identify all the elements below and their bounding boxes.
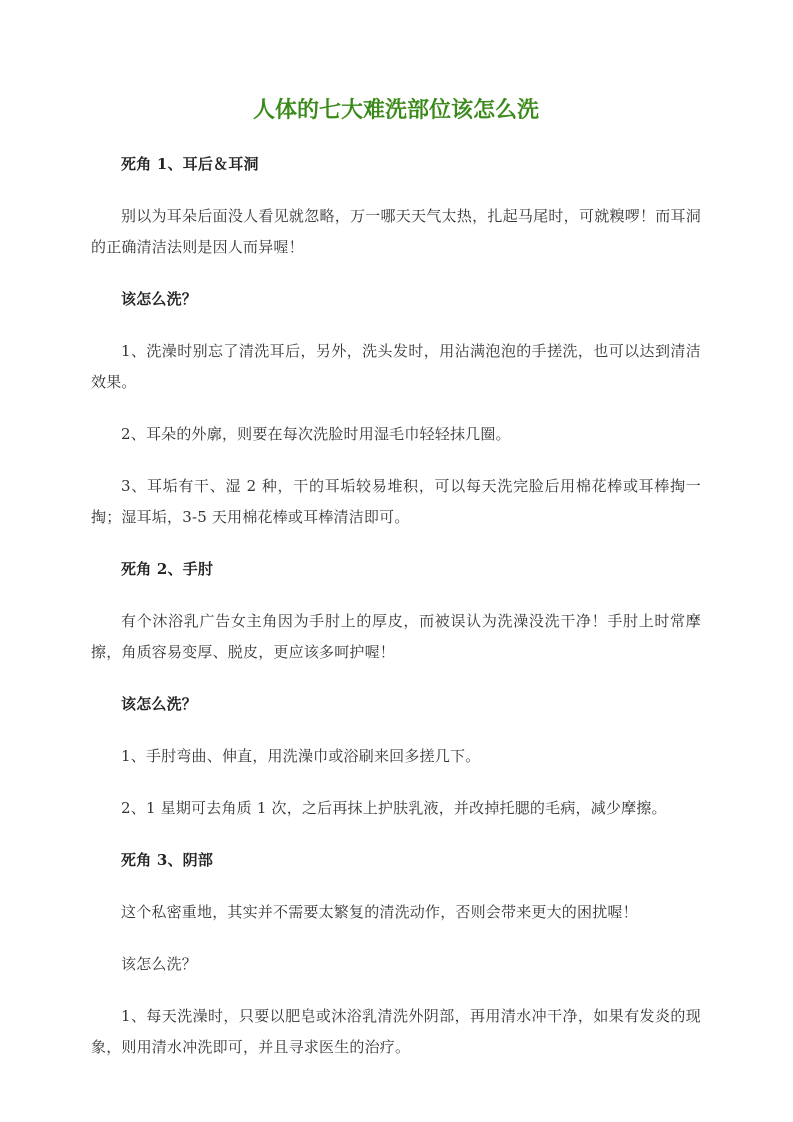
paragraph: 3、耳垢有干、湿 2 种，干的耳垢较易堆积，可以每天洗完脸后用棉花棒或耳棒掏一掏；湿耳垢，3-5 天用棉花棒或耳棒清洁即可。 [91, 477, 701, 526]
paragraph: 别以为耳朵后面没人看见就忽略，万一哪天天气太热，扎起马尾时，可就糗啰！而耳洞的正确清洁法则是因人而异喔！ [91, 207, 701, 256]
paragraph: 1、洗澡时别忘了清洗耳后，另外，洗头发时，用沾满泡泡的手搓洗，也可以达到清洁效果。 [91, 342, 701, 391]
paragraph: 该怎么洗？ [121, 955, 198, 973]
section-heading: 死角 3、阴部 [121, 851, 214, 869]
paragraph: 有个沐浴乳广告女主角因为手肘上的厚皮，而被误认为洗澡没洗干净！手肘上时常摩擦，角质容易变厚、脱皮，更应该多呵护喔！ [91, 612, 701, 661]
section-heading: 死角 2、手肘 [121, 560, 214, 578]
paragraph: 2、耳朵的外廓，则要在每次洗脸时用湿毛巾轻轻抹几圈。 [121, 425, 511, 443]
section-heading: 死角 1、耳后＆耳洞 [121, 155, 259, 173]
section-heading: 该怎么洗？ [121, 695, 198, 713]
document-page [91, 95, 701, 1084]
paragraph: 这个私密重地，其实并不需要太繁复的清洗动作，否则会带来更大的困扰喔！ [121, 903, 638, 921]
paragraph: 1、手肘弯曲、伸直，用洗澡巾或浴刷来回多搓几下。 [121, 747, 481, 765]
section-heading: 该怎么洗？ [121, 290, 198, 308]
paragraph: 1、每天洗澡时，只要以肥皂或沐浴乳清洗外阴部，再用清水冲干净，如果有发炎的现象，则用清水冲洗即可，并且寻求医生的治疗。 [91, 1007, 701, 1056]
paragraph: 2、1 星期可去角质 1 次，之后再抹上护肤乳液，并改掉托腮的毛病，减少摩擦。 [121, 799, 667, 817]
document-title: 人体的七大难洗部位该怎么洗 [252, 97, 539, 123]
document-body [91, 149, 701, 1063]
